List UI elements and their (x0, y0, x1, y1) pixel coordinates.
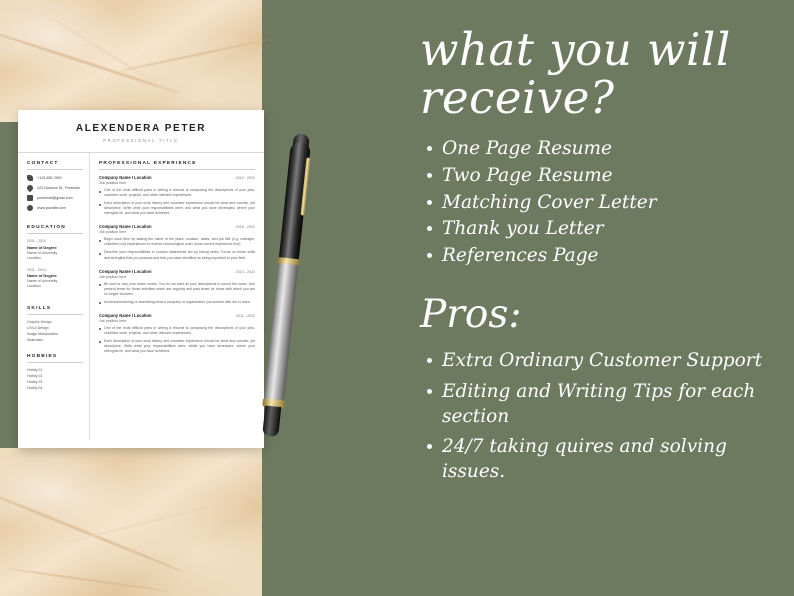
bullet-dot (99, 240, 101, 242)
bullet-dot (99, 328, 101, 330)
headline-line-1: what you will (420, 23, 731, 76)
mail-icon (27, 195, 33, 201)
experience-item (99, 175, 255, 216)
experience-company: Company Name I Location (99, 312, 152, 318)
list-item: Editing and Writing Tips for each section (442, 380, 772, 429)
contact-phone: +123-456-7890 (37, 175, 62, 180)
list-item: Thank you Letter (442, 217, 772, 242)
pros-list (420, 349, 772, 484)
education-school: Name of University (27, 279, 58, 284)
experience-position: Job position here (99, 318, 127, 323)
skill-item: Graphic Design (27, 320, 52, 325)
deliverables-list (420, 137, 772, 268)
pen-end-cap (262, 406, 281, 438)
pen-barrel (263, 263, 298, 406)
education-years: 2011 - 2014 (27, 267, 46, 272)
contact-item (27, 175, 83, 181)
experience-position: Job position here (99, 230, 127, 235)
experience-bullet (99, 282, 255, 297)
bullet-dot (99, 253, 101, 255)
list-item: One Page Resume (442, 137, 772, 162)
experience-company: Company Name I Location (99, 224, 152, 230)
globe-icon (27, 205, 33, 211)
resume-job-title: PROFESSIONAL TITLE (103, 138, 179, 143)
experience-bullet (99, 201, 255, 216)
list-item: 24/7 taking quires and solving issues. (442, 435, 772, 484)
education-years: 2011 - 2014 (27, 239, 46, 243)
bullet-text: Avoid summarizing or describing what a company or organization you worked with did or does. (104, 299, 251, 304)
contact-email: youremail@gmail.com (37, 195, 73, 200)
education-school: Name of University (27, 250, 58, 255)
skills-heading: SKILLS (27, 306, 52, 312)
contact-address: 123 Garrison St., Freetown (37, 185, 81, 190)
bullet-text: Each description of your work history and volunteer experience should be clear and concise, yet descriptive. Write what your responsibilities were, whilst you have developed, where your strengths lie, and what you have achieved. (104, 338, 255, 354)
bullet-dot (99, 191, 101, 193)
education-item (27, 268, 83, 290)
resume-main (90, 153, 264, 440)
education-degree: Name of Degree (27, 244, 57, 250)
contact-section (27, 161, 83, 211)
hobby-item: Hobby 02 (27, 373, 43, 378)
list-item: Extra Ordinary Customer Support (442, 349, 772, 374)
bullet-text: One of the most difficult parts in writing a resume is composing the descriptions of your jobs, volunteer work, projects, and other relevant experiences. (104, 325, 255, 335)
experience-bullet (99, 326, 255, 336)
list-item: Matching Cover Letter (442, 191, 772, 216)
skill-item: Image Manipulation (27, 331, 59, 336)
experience-item (99, 313, 255, 354)
list-item: References Page (442, 244, 772, 269)
resume-name: ALEXENDERA PETER (75, 123, 207, 134)
pros-heading: Pros: (420, 292, 522, 338)
divider (99, 169, 255, 170)
hobby-item: Hobby 04 (27, 385, 43, 390)
divider (27, 362, 83, 363)
experience-date: 2016 - 2022 (235, 225, 255, 230)
resume-preview[interactable] (18, 110, 264, 448)
resume-sidebar (18, 153, 90, 440)
bullet-text: One of the most difficult parts in writing a resume is composing the descriptions of your jobs, volunteer work, projects, and other relevant experiences. (104, 188, 255, 198)
marble-texture-bottom (0, 448, 262, 596)
bullet-dot (99, 341, 101, 343)
resume-body (18, 153, 264, 440)
list-item: Two Page Resume (442, 164, 772, 189)
experience-bullet (99, 237, 255, 247)
experience-position: Job position here (99, 181, 127, 185)
education-location: Location (27, 255, 41, 260)
contact-heading: CONTACT (27, 161, 59, 166)
bullet-text: Begin each item by stating the name of the place, location, dates, and job title (e.g. manager, volunteer) List experiences in reverse chronological order (most current experience first). (104, 237, 255, 247)
divider (27, 169, 83, 170)
hobbies-section (27, 354, 83, 392)
bullet-dot (99, 204, 101, 206)
education-heading: EDUCATION (27, 225, 66, 230)
education-section (27, 225, 83, 289)
marble-texture-top (0, 0, 262, 122)
marketing-copy (420, 23, 772, 490)
experience-company: Company Name I Location (99, 175, 152, 180)
bullet-text: Be sure to vary your action words. You do not want all your descriptions to sound the same. Use present tense for those activities which are ongoing and past tense for those with which you are no longer involved. (104, 281, 255, 296)
education-degree: Name of Degree (27, 273, 57, 279)
experience-date: 2019 - 2022 (235, 176, 255, 180)
bullet-text: Describe your responsibilities in concise statements led by strong verbs. Focus on those skills and strengths that you possess and that you have identified as being important to your field. (104, 250, 255, 260)
pin-icon (26, 184, 34, 192)
headline-line-2: receive? (420, 70, 615, 124)
experience-position: Job position here (99, 274, 127, 279)
contact-item (27, 185, 83, 191)
hobby-item: Hobby 03 (27, 379, 43, 384)
contact-item (27, 195, 83, 201)
phone-icon (27, 175, 33, 181)
bullet-text: Each description of your work history and volunteer experience should be clear and concise, yet descriptive. Write what your responsibilities were, and what you have developed, where your strengths lie, and what you have achieved. (104, 201, 255, 216)
experience-heading: PROFESSIONAL EXPERIENCE (99, 161, 197, 166)
experience-company: Company Name I Location (99, 268, 152, 274)
education-location: Location (27, 284, 41, 289)
divider (27, 314, 83, 315)
skill-item: UX/UI Design (27, 326, 49, 331)
contact-item (27, 205, 83, 211)
bullet-dot (99, 302, 101, 304)
hobbies-heading: HOBBIES (27, 353, 58, 359)
divider (27, 233, 83, 234)
experience-bullet (99, 339, 255, 354)
experience-date: 2014 - 2022 (235, 269, 255, 274)
experience-bullet (99, 188, 255, 198)
experience-bullet (99, 300, 255, 305)
experience-date: 2011 - 2022 (236, 313, 255, 318)
resume-header (18, 110, 264, 153)
hobby-item: Hobby 01 (27, 367, 43, 372)
experience-bullet (99, 250, 255, 260)
education-item (27, 239, 83, 261)
experience-item (99, 269, 255, 305)
skill-item: Illustration (27, 337, 44, 342)
contact-website: www.yoursite.com (37, 205, 66, 210)
experience-item (99, 224, 255, 260)
page-title (420, 23, 772, 124)
skills-section (27, 306, 83, 344)
bullet-dot (99, 284, 101, 286)
